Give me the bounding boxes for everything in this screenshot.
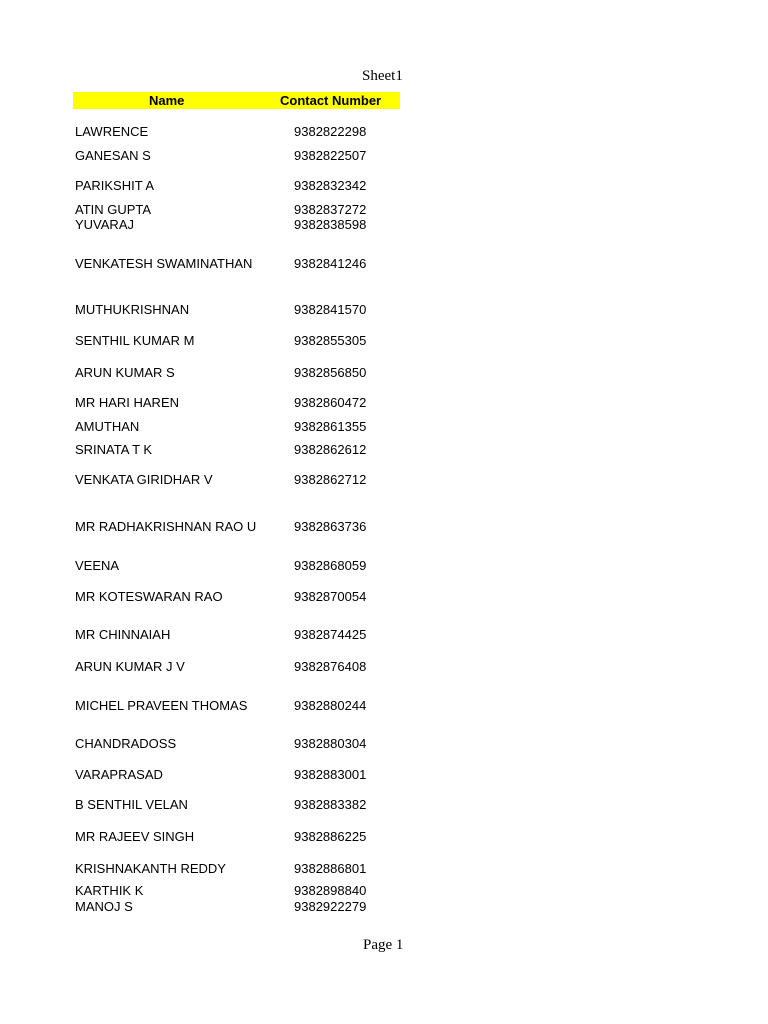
table-row <box>0 659 768 675</box>
contact-name: VARAPRASAD <box>75 767 163 782</box>
table-row <box>0 883 768 899</box>
contact-number: 9382922279 <box>294 899 367 914</box>
table-row <box>0 797 768 813</box>
contact-name: SRINATA T K <box>75 442 153 457</box>
sheet-title: Sheet1 <box>362 68 403 84</box>
contact-number: 9382870054 <box>294 589 367 604</box>
contact-name: KARTHIK K <box>75 883 144 898</box>
contact-number: 9382860472 <box>294 395 367 410</box>
contact-name: MR CHINNAIAH <box>75 627 171 642</box>
contact-name: VENKATESH SWAMINATHAN <box>75 256 253 271</box>
contact-name: CHANDRADOSS <box>75 736 177 751</box>
table-row <box>0 442 768 458</box>
contact-name: AMUTHAN <box>75 419 140 434</box>
contact-name: B SENTHIL VELAN <box>75 797 188 812</box>
contact-number: 9382832342 <box>294 178 367 193</box>
contact-name: GANESAN S <box>75 148 151 163</box>
contact-name: MR KOTESWARAN RAO <box>75 589 223 604</box>
contact-name: MR HARI HAREN <box>75 395 180 410</box>
table-row <box>0 202 768 218</box>
table-row <box>0 217 768 233</box>
table-row <box>0 627 768 643</box>
table-row <box>0 302 768 318</box>
contact-number: 9382886225 <box>294 829 367 844</box>
contact-name: VENKATA GIRIDHAR V <box>75 472 213 487</box>
table-row <box>0 519 768 535</box>
table-row <box>0 178 768 194</box>
contact-number: 9382855305 <box>294 333 367 348</box>
contact-name: SENTHIL KUMAR M <box>75 333 195 348</box>
table-row <box>0 589 768 605</box>
table-row <box>0 395 768 411</box>
contact-name: YUVARAJ <box>75 217 134 232</box>
table-row <box>0 767 768 783</box>
column-header-name: Name <box>149 93 185 108</box>
contact-number: 9382886801 <box>294 861 367 876</box>
contact-number: 9382862712 <box>294 472 367 487</box>
table-row <box>0 148 768 164</box>
contact-number: 9382841570 <box>294 302 367 317</box>
contact-number: 9382883001 <box>294 767 367 782</box>
table-row <box>0 899 768 915</box>
contact-name: MICHEL PRAVEEN THOMAS <box>75 698 248 713</box>
contact-number: 9382822298 <box>294 124 367 139</box>
table-row <box>0 365 768 381</box>
contact-number: 9382880304 <box>294 736 367 751</box>
table-row <box>0 861 768 877</box>
contact-name: MANOJ S <box>75 899 133 914</box>
contact-name: VEENA <box>75 558 120 573</box>
table-row <box>0 736 768 752</box>
contact-name: MR RAJEEV SINGH <box>75 829 195 844</box>
contact-number: 9382863736 <box>294 519 367 534</box>
contact-name: MUTHUKRISHNAN <box>75 302 190 317</box>
contact-number: 9382838598 <box>294 217 367 232</box>
contact-number: 9382822507 <box>294 148 367 163</box>
table-row <box>0 256 768 272</box>
contact-name: ATIN GUPTA <box>75 202 152 217</box>
contact-name: LAWRENCE <box>75 124 149 139</box>
contact-number: 9382880244 <box>294 698 367 713</box>
contact-number: 9382883382 <box>294 797 367 812</box>
table-row <box>0 698 768 714</box>
page-footer: Page 1 <box>363 937 404 953</box>
table-row <box>0 558 768 574</box>
table-row <box>0 829 768 845</box>
contact-number: 9382876408 <box>294 659 367 674</box>
contact-number: 9382898840 <box>294 883 367 898</box>
contact-number: 9382861355 <box>294 419 367 434</box>
table-row <box>0 472 768 488</box>
contact-number: 9382862612 <box>294 442 367 457</box>
contact-name: PARIKSHIT A <box>75 178 154 193</box>
table-row <box>0 419 768 435</box>
table-row <box>0 124 768 140</box>
column-header-contact-number: Contact Number <box>280 93 382 108</box>
contact-number: 9382837272 <box>294 202 367 217</box>
contact-name: ARUN KUMAR J V <box>75 659 185 674</box>
contact-number: 9382841246 <box>294 256 367 271</box>
contact-number: 9382868059 <box>294 558 367 573</box>
contact-number: 9382856850 <box>294 365 367 380</box>
table-row <box>0 333 768 349</box>
contact-name: KRISHNAKANTH REDDY <box>75 861 226 876</box>
contact-name: ARUN KUMAR S <box>75 365 175 380</box>
contact-name: MR RADHAKRISHNAN RAO U <box>75 519 257 534</box>
contact-number: 9382874425 <box>294 627 367 642</box>
